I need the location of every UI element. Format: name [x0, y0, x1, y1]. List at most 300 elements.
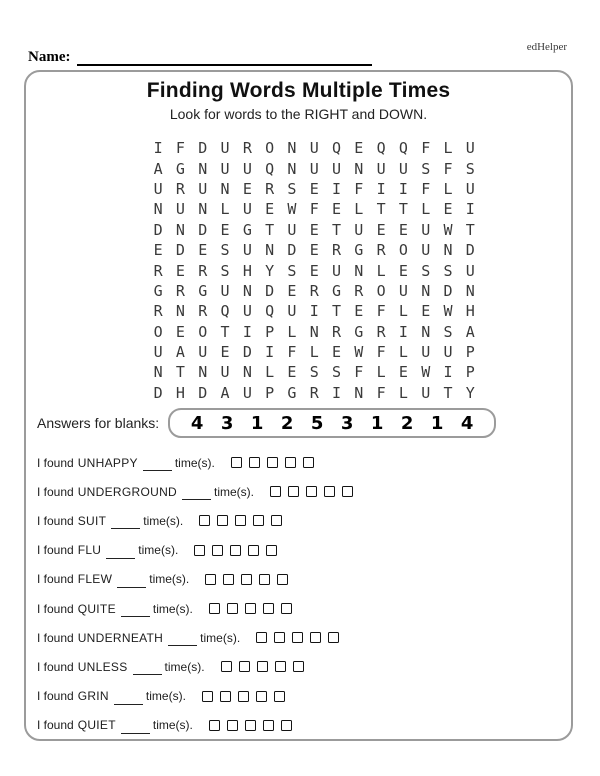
grid-letter: S: [465, 159, 475, 178]
grid-letter: H: [175, 383, 185, 402]
found-prefix: I found: [37, 659, 74, 674]
checkbox[interactable]: [285, 457, 296, 468]
grid-letter: U: [332, 261, 342, 280]
checkbox[interactable]: [288, 486, 299, 497]
checkbox[interactable]: [270, 486, 281, 497]
grid-letter: R: [354, 281, 364, 300]
grid-letter: G: [242, 220, 252, 239]
grid-letter: I: [332, 383, 342, 402]
grid-letter: E: [309, 179, 319, 198]
grid-letter: T: [398, 200, 408, 219]
grid-letter: O: [153, 322, 163, 341]
grid-letter: R: [198, 302, 208, 321]
grid-letter: F: [354, 363, 364, 382]
checkbox[interactable]: [306, 486, 317, 497]
grid-letter: U: [198, 343, 208, 362]
grid-letter: Q: [265, 159, 275, 178]
grid-letter: L: [287, 322, 297, 341]
checkbox[interactable]: [221, 661, 232, 672]
grid-letter: F: [376, 383, 386, 402]
grid-letter: U: [465, 179, 475, 198]
checkbox[interactable]: [274, 691, 285, 702]
grid-letter: F: [354, 179, 364, 198]
page-title: Finding Words Multiple Times: [146, 79, 451, 102]
grid-letter: I: [398, 179, 408, 198]
grid-letter: Q: [376, 139, 386, 158]
grid-letter: P: [465, 343, 475, 362]
grid-letter: T: [376, 200, 386, 219]
checkbox-group: [231, 457, 314, 468]
answer-blank[interactable]: [114, 692, 143, 705]
grid-letter: G: [198, 281, 208, 300]
grid-letter: U: [421, 383, 431, 402]
grid-letter: I: [465, 200, 475, 219]
grid-letter: U: [354, 220, 364, 239]
grid-letter: T: [220, 322, 230, 341]
found-suffix: time(s).: [164, 659, 205, 674]
checkbox[interactable]: [281, 603, 292, 614]
grid-letter: E: [265, 200, 275, 219]
answer-blank[interactable]: [111, 516, 140, 529]
grid-letter: R: [332, 322, 342, 341]
grid-letter: R: [376, 322, 386, 341]
checkbox[interactable]: [199, 515, 210, 526]
grid-letter: U: [153, 179, 163, 198]
grid-letter: R: [175, 179, 185, 198]
grid-letter: N: [421, 281, 431, 300]
answers-label: Answers for blanks:: [37, 415, 160, 431]
checkbox[interactable]: [259, 574, 270, 585]
grid-letter: U: [242, 302, 252, 321]
answers-row: [37, 408, 496, 438]
grid-letter: L: [220, 200, 230, 219]
checkbox[interactable]: [274, 632, 285, 643]
grid-letter: D: [198, 139, 208, 158]
grid-letter: D: [465, 241, 475, 260]
found-prefix: I found: [37, 689, 74, 704]
checkbox-group: [205, 574, 288, 585]
checkbox[interactable]: [310, 632, 321, 643]
grid-letter: N: [198, 159, 208, 178]
checkbox-group: [221, 661, 304, 672]
grid-letter: N: [287, 159, 297, 178]
grid-letter: A: [220, 383, 230, 402]
grid-letter: R: [153, 261, 163, 280]
grid-letter: O: [198, 322, 208, 341]
checkbox[interactable]: [235, 515, 246, 526]
checkbox[interactable]: [303, 457, 314, 468]
checkbox-group: [256, 632, 339, 643]
grid-letter: L: [309, 343, 319, 362]
checkbox[interactable]: [277, 574, 288, 585]
answer-blank[interactable]: [117, 575, 146, 588]
found-row: [37, 623, 563, 652]
grid-letter: A: [153, 159, 163, 178]
checkbox[interactable]: [245, 720, 256, 731]
checkbox[interactable]: [342, 486, 353, 497]
answer-value: 2: [280, 412, 294, 434]
grid-letter: G: [175, 159, 185, 178]
grid-letter: R: [153, 302, 163, 321]
grid-letter: E: [309, 220, 319, 239]
worksheet-box: [24, 70, 573, 741]
grid-letter: E: [220, 343, 230, 362]
grid-row: [147, 362, 481, 382]
grid-letter: D: [153, 220, 163, 239]
grid-letter: L: [398, 302, 408, 321]
grid-row: [147, 158, 481, 178]
grid-row: [147, 281, 481, 301]
grid-letter: U: [175, 200, 185, 219]
checkbox[interactable]: [223, 574, 234, 585]
grid-letter: E: [354, 139, 364, 158]
grid-letter: U: [376, 159, 386, 178]
grid-letter: D: [265, 281, 275, 300]
grid-letter: L: [376, 261, 386, 280]
checkbox[interactable]: [271, 515, 282, 526]
grid-letter: E: [398, 261, 408, 280]
grid-letter: I: [332, 179, 342, 198]
found-suffix: time(s).: [174, 455, 215, 470]
grid-letter: Q: [332, 139, 342, 158]
grid-letter: S: [287, 261, 297, 280]
found-row: [37, 565, 563, 594]
grid-letter: N: [309, 322, 319, 341]
grid-row: [147, 260, 481, 280]
grid-letter: E: [309, 261, 319, 280]
checkbox[interactable]: [238, 691, 249, 702]
checkbox[interactable]: [266, 545, 277, 556]
grid-letter: N: [153, 200, 163, 219]
grid-letter: N: [220, 179, 230, 198]
grid-letter: N: [198, 363, 208, 382]
grid-letter: U: [309, 139, 319, 158]
grid-letter: U: [465, 261, 475, 280]
grid-letter: F: [376, 302, 386, 321]
checkbox[interactable]: [267, 457, 278, 468]
found-row: [37, 506, 563, 535]
grid-letter: T: [443, 383, 453, 402]
answer-blank[interactable]: [182, 487, 211, 500]
grid-letter: R: [265, 179, 275, 198]
grid-letter: Q: [265, 302, 275, 321]
grid-letter: I: [398, 322, 408, 341]
found-word: QUIET: [77, 718, 116, 733]
grid-letter: N: [465, 281, 475, 300]
found-prefix: I found: [37, 455, 74, 470]
grid-letter: S: [421, 261, 431, 280]
checkbox[interactable]: [328, 632, 339, 643]
grid-letter: O: [376, 281, 386, 300]
grid-letter: H: [465, 302, 475, 321]
grid-letter: L: [354, 200, 364, 219]
grid-letter: U: [220, 363, 230, 382]
grid-letter: U: [242, 159, 252, 178]
grid-letter: R: [175, 281, 185, 300]
grid-letter: L: [443, 179, 453, 198]
grid-letter: U: [421, 220, 431, 239]
grid-letter: F: [421, 139, 431, 158]
grid-letter: F: [376, 343, 386, 362]
checkbox[interactable]: [253, 515, 264, 526]
found-row: [37, 711, 563, 740]
checkbox[interactable]: [256, 691, 267, 702]
checkbox[interactable]: [293, 661, 304, 672]
letter-grid: [147, 138, 481, 403]
found-list: [37, 448, 563, 740]
checkbox[interactable]: [263, 603, 274, 614]
checkbox[interactable]: [231, 457, 242, 468]
checkbox[interactable]: [202, 691, 213, 702]
found-word: FLEW: [77, 572, 113, 587]
grid-letter: G: [354, 241, 364, 260]
checkbox[interactable]: [248, 545, 259, 556]
grid-letter: H: [242, 261, 252, 280]
grid-letter: R: [242, 139, 252, 158]
grid-letter: I: [443, 363, 453, 382]
checkbox[interactable]: [227, 603, 238, 614]
checkbox-group: [199, 515, 282, 526]
grid-letter: U: [287, 302, 297, 321]
grid-letter: P: [265, 383, 275, 402]
answer-blank[interactable]: [121, 604, 150, 617]
answer-value: 4: [460, 412, 474, 434]
checkbox[interactable]: [275, 661, 286, 672]
found-row: [37, 477, 563, 506]
grid-letter: A: [465, 322, 475, 341]
checkbox[interactable]: [281, 720, 292, 731]
checkbox[interactable]: [217, 515, 228, 526]
grid-row: [147, 240, 481, 260]
grid-letter: N: [242, 281, 252, 300]
checkbox-group: [194, 545, 277, 556]
grid-letter: F: [287, 343, 297, 362]
grid-row: [147, 383, 481, 403]
checkbox[interactable]: [239, 661, 250, 672]
grid-letter: G: [153, 281, 163, 300]
checkbox[interactable]: [227, 720, 238, 731]
name-label: Name:: [28, 49, 71, 65]
found-suffix: time(s).: [138, 543, 179, 558]
grid-letter: U: [220, 281, 230, 300]
checkbox[interactable]: [245, 603, 256, 614]
answers-box: [168, 408, 496, 438]
checkbox[interactable]: [209, 720, 220, 731]
grid-letter: L: [398, 383, 408, 402]
grid-letter: R: [309, 383, 319, 402]
grid-letter: E: [332, 200, 342, 219]
found-suffix: time(s).: [149, 572, 190, 587]
checkbox-group: [202, 691, 285, 702]
answer-value: 1: [250, 412, 264, 434]
grid-letter: R: [376, 241, 386, 260]
answer-blank[interactable]: [121, 721, 150, 734]
grid-letter: E: [376, 220, 386, 239]
grid-letter: U: [421, 241, 431, 260]
found-suffix: time(s).: [143, 513, 184, 528]
checkbox[interactable]: [220, 691, 231, 702]
checkbox[interactable]: [249, 457, 260, 468]
found-suffix: time(s).: [200, 630, 241, 645]
grid-letter: W: [443, 302, 453, 321]
grid-letter: S: [443, 322, 453, 341]
grid-letter: T: [265, 220, 275, 239]
found-row: [37, 682, 563, 711]
grid-letter: F: [443, 159, 453, 178]
found-word: UNDERNEATH: [77, 630, 164, 645]
answer-value: 2: [400, 412, 414, 434]
grid-letter: N: [443, 241, 453, 260]
checkbox[interactable]: [241, 574, 252, 585]
checkbox-group: [209, 720, 292, 731]
found-suffix: time(s).: [145, 689, 186, 704]
grid-letter: Q: [398, 139, 408, 158]
answer-value: 3: [220, 412, 234, 434]
grid-letter: U: [443, 343, 453, 362]
checkbox[interactable]: [324, 486, 335, 497]
found-prefix: I found: [37, 630, 74, 645]
grid-letter: N: [265, 241, 275, 260]
grid-letter: D: [198, 220, 208, 239]
grid-letter: U: [220, 159, 230, 178]
grid-letter: I: [153, 139, 163, 158]
checkbox[interactable]: [194, 545, 205, 556]
answer-value: 1: [430, 412, 444, 434]
answer-value: 3: [340, 412, 354, 434]
grid-letter: G: [332, 281, 342, 300]
found-word: GRIN: [77, 689, 109, 704]
grid-letter: Y: [265, 261, 275, 280]
grid-letter: U: [220, 139, 230, 158]
checkbox[interactable]: [212, 545, 223, 556]
grid-letter: U: [421, 343, 431, 362]
found-prefix: I found: [37, 572, 74, 587]
grid-letter: Q: [220, 302, 230, 321]
answer-blank[interactable]: [133, 662, 162, 675]
grid-letter: N: [175, 220, 185, 239]
grid-letter: S: [287, 179, 297, 198]
grid-letter: E: [153, 241, 163, 260]
found-suffix: time(s).: [152, 718, 193, 733]
grid-letter: S: [309, 363, 319, 382]
grid-letter: D: [287, 241, 297, 260]
grid-letter: N: [421, 322, 431, 341]
grid-letter: E: [220, 220, 230, 239]
grid-letter: S: [421, 159, 431, 178]
grid-letter: U: [153, 343, 163, 362]
grid-letter: I: [376, 179, 386, 198]
instructions: Look for words to the RIGHT and DOWN.: [169, 106, 428, 122]
grid-letter: D: [175, 241, 185, 260]
grid-letter: L: [398, 343, 408, 362]
grid-letter: U: [465, 139, 475, 158]
grid-letter: S: [220, 261, 230, 280]
grid-letter: N: [153, 363, 163, 382]
grid-row: [147, 220, 481, 240]
grid-letter: E: [175, 322, 185, 341]
grid-letter: E: [242, 179, 252, 198]
grid-letter: P: [265, 322, 275, 341]
grid-letter: N: [354, 159, 364, 178]
grid-letter: U: [242, 383, 252, 402]
grid-letter: R: [309, 281, 319, 300]
grid-letter: D: [443, 281, 453, 300]
grid-letter: E: [175, 261, 185, 280]
grid-letter: U: [398, 159, 408, 178]
answer-blank[interactable]: [143, 458, 172, 471]
checkbox[interactable]: [292, 632, 303, 643]
grid-letter: F: [421, 179, 431, 198]
grid-letter: N: [175, 302, 185, 321]
grid-letter: N: [354, 383, 364, 402]
answer-blank[interactable]: [168, 633, 197, 646]
name-row: [28, 49, 372, 66]
grid-letter: T: [175, 363, 185, 382]
found-word: UNDERGROUND: [77, 484, 178, 499]
answer-blank[interactable]: [106, 546, 135, 559]
found-prefix: I found: [37, 718, 74, 733]
found-suffix: time(s).: [152, 601, 193, 616]
grid-letter: E: [287, 281, 297, 300]
found-prefix: I found: [37, 543, 74, 558]
checkbox[interactable]: [209, 603, 220, 614]
grid-letter: N: [287, 139, 297, 158]
checkbox[interactable]: [230, 545, 241, 556]
grid-row: [147, 301, 481, 321]
checkbox[interactable]: [256, 632, 267, 643]
grid-letter: U: [198, 179, 208, 198]
grid-letter: W: [421, 363, 431, 382]
checkbox-group: [270, 486, 353, 497]
found-prefix: I found: [37, 484, 74, 499]
grid-letter: L: [265, 363, 275, 382]
grid-letter: E: [198, 241, 208, 260]
grid-letter: U: [242, 200, 252, 219]
grid-letter: A: [175, 343, 185, 362]
grid-letter: D: [242, 343, 252, 362]
grid-letter: G: [287, 383, 297, 402]
checkbox-group: [209, 603, 292, 614]
name-input-line[interactable]: [77, 50, 372, 66]
grid-letter: D: [153, 383, 163, 402]
edhelper-logo: edHelper: [526, 41, 567, 53]
grid-letter: P: [465, 363, 475, 382]
found-prefix: I found: [37, 513, 74, 528]
grid-letter: D: [198, 383, 208, 402]
found-row: [37, 594, 563, 623]
grid-letter: E: [443, 200, 453, 219]
grid-letter: N: [354, 261, 364, 280]
grid-letter: S: [443, 261, 453, 280]
checkbox[interactable]: [257, 661, 268, 672]
grid-letter: O: [398, 241, 408, 260]
grid-letter: F: [309, 200, 319, 219]
grid-letter: G: [354, 322, 364, 341]
grid-row: [147, 138, 481, 158]
grid-letter: E: [398, 220, 408, 239]
grid-letter: L: [443, 139, 453, 158]
grid-letter: W: [443, 220, 453, 239]
grid-letter: U: [398, 281, 408, 300]
checkbox[interactable]: [205, 574, 216, 585]
grid-row: [147, 179, 481, 199]
checkbox[interactable]: [263, 720, 274, 731]
grid-letter: E: [287, 363, 297, 382]
found-row: [37, 652, 563, 681]
answer-value: 1: [370, 412, 384, 434]
grid-letter: S: [220, 241, 230, 260]
grid-letter: E: [354, 302, 364, 321]
